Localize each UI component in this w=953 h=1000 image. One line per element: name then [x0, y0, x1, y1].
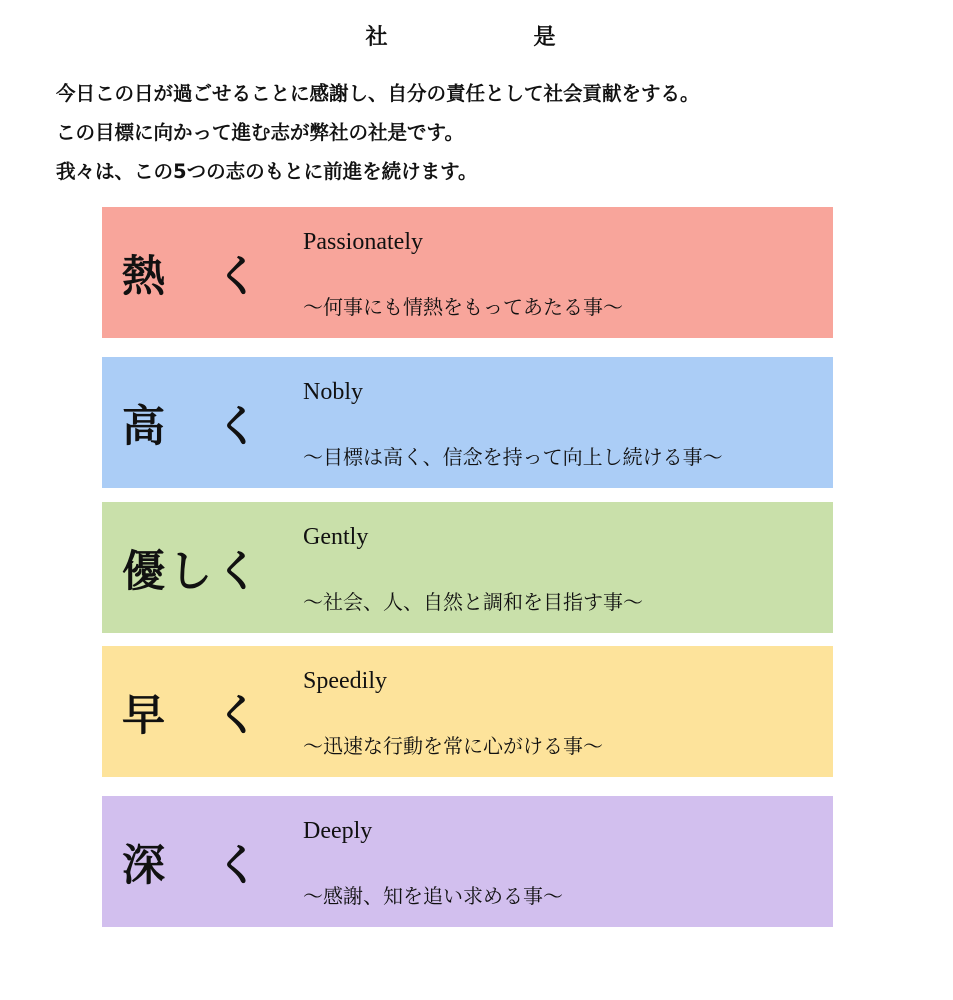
value-kanji: 熱 く [122, 252, 263, 302]
value-description: ～迅速な行動を常に心がける事～ [303, 734, 603, 758]
value-kanji: 早 く [122, 691, 263, 741]
value-kanji: 深 く [122, 841, 263, 891]
value-description: ～何事にも情熱をもってあたる事～ [303, 295, 623, 319]
value-description: ～社会、人、自然と調和を目指す事～ [303, 590, 643, 614]
page-title: 社 是 [365, 25, 618, 50]
value-card-passionately [102, 207, 833, 338]
value-english: Speedily [303, 668, 387, 694]
value-description: ～感謝、知を追い求める事～ [303, 884, 563, 908]
value-card-speedily [102, 646, 833, 777]
value-card-gently [102, 502, 833, 633]
value-english: Gently [303, 524, 369, 550]
value-card-nobly [102, 357, 833, 488]
value-description: ～目標は高く、信念を持って向上し続ける事～ [303, 445, 723, 469]
intro-line: この目標に向かって進む志が弊社の社是です。 [56, 121, 464, 144]
intro-line: 我々は、この5つの志のもとに前進を続けます。 [56, 160, 478, 183]
intro-text [56, 74, 700, 191]
value-english: Nobly [303, 379, 363, 405]
intro-line: 今日この日が過ごせることに感謝し、自分の責任として社会貢献をする。 [56, 82, 700, 105]
value-kanji: 優しく [122, 547, 263, 597]
value-kanji: 高 く [122, 402, 263, 452]
value-card-deeply [102, 796, 833, 927]
value-english: Passionately [303, 229, 423, 255]
value-english: Deeply [303, 818, 373, 844]
